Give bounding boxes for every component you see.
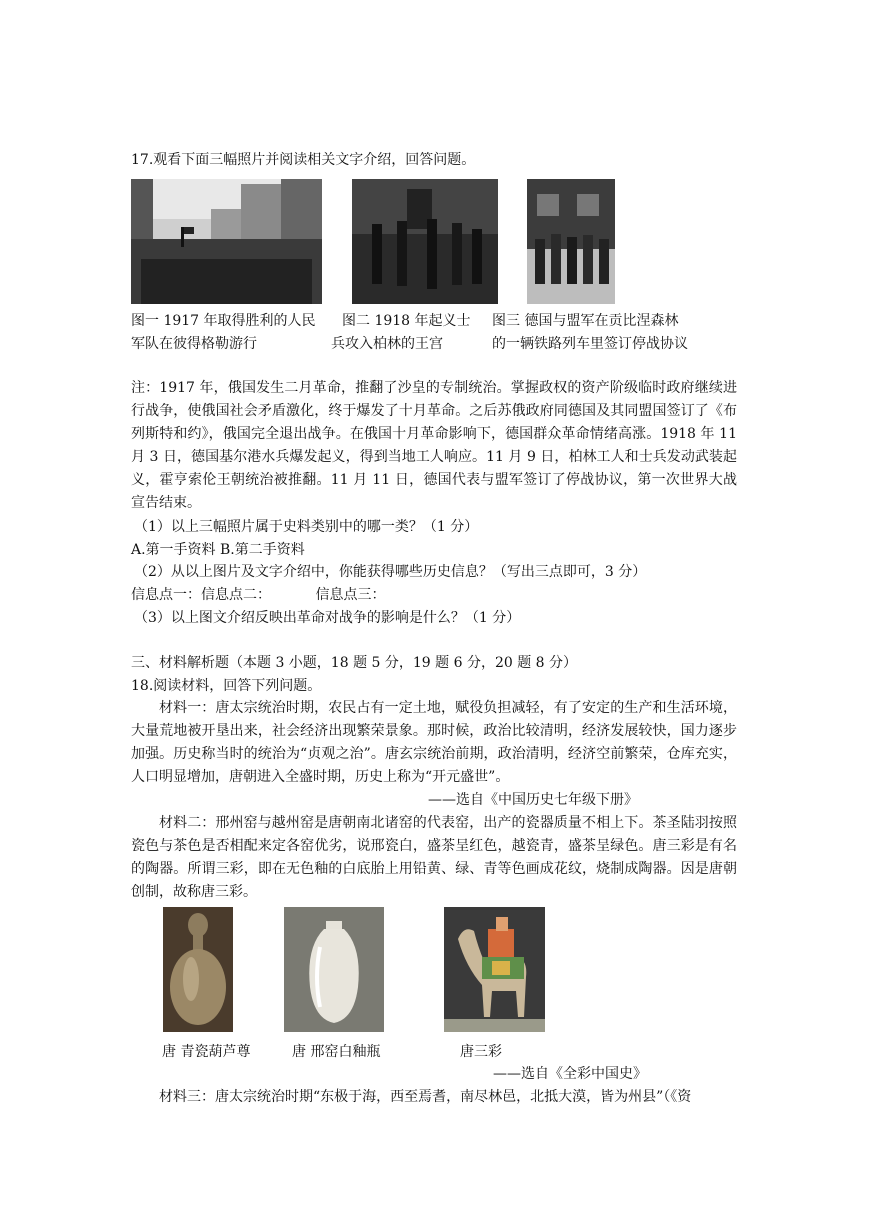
photo-berlin-soldiers xyxy=(352,179,498,304)
q17-title: 17.观看下面三幅照片并阅读相关文字介绍，回答问题。 xyxy=(131,152,476,168)
photo-celadon-gourd-vessel xyxy=(131,907,262,1032)
q18-source1: ——选自《中国历史七年级下册》 xyxy=(428,792,638,808)
photo-caption-1-line2: 军队在彼得格勒游行 xyxy=(131,336,257,352)
photo-tang-sancai xyxy=(444,907,545,1032)
q18-material1: 材料一：唐太宗统治时期，农民占有一定土地，赋役负担减轻，有了安定的生产和生活环境，大量荒地被开垦出来，社会经济出现繁荣景象。那时候，政治比较清明，经济发展较快，国力逐步加强。历史称当时的统治为“贞观之治”。唐玄宗统治前期，政治清明，经济空前繁荣，仓库充实，人口明显增加，唐朝进入全盛时期，历史上称为“开元盛世”。 xyxy=(131,700,737,785)
q18-material2: 材料二：邢州窑与越州窑是唐朝南北诸窑的代表窑，出产的瓷器质量不相上下。茶圣陆羽按照瓷色与茶色是否相配来定各窑优劣，说邢瓷白，盛茶呈红色，越瓷青，盛茶呈绿色。唐三彩是有名的陶器。所谓三彩，即在无色釉的白底胎上用铅黄、绿、青等色画成花纹，烧制成陶器。因是唐朝创制，故称唐三彩。 xyxy=(131,815,737,900)
q18-title: 18.阅读材料，回答下列问题。 xyxy=(131,678,322,694)
pottery-caption-1: 唐 青瓷葫芦尊 xyxy=(162,1044,251,1060)
q17-note: 注：1917 年，俄国发生二月革命，推翻了沙皇的专制统治。掌握政权的资产阶级临时政府继续进行战争，使俄国社会矛盾激化，终于爆发了十月革命。之后苏俄政府同德国及其同盟国签订了《布列斯特和约》，俄国完全退出战争。在俄国十月革命影响下，德国群众革命情绪高涨。1918 年 11 月 3 日，德国基尔港水兵爆发起义，得到当地工人响应。11 月 9 日，柏林工人和士兵发动武装起义，霍亨索伦王朝统治被推翻。11 月 11 日，德国代表与盟军签订了停战协议，第一次世界大战宣告结束。 xyxy=(131,380,737,511)
section3-heading: 三、材料解析题（本题 3 小题，18 题 5 分，19 题 6 分，20 题 8 分） xyxy=(131,655,578,671)
q17-sub2: （2）从以上图片及文字介绍中，你能获得哪些历史信息？（写出三点即可，3 分） xyxy=(134,564,647,580)
q17-sub1: （1）以上三幅照片属于史料类别中的哪一类？（1 分） xyxy=(134,519,479,535)
pottery-caption-2: 唐 邢窑白釉瓶 xyxy=(292,1044,381,1060)
q17-info-points: 信息点一：信息点二： 信息点三： xyxy=(131,587,386,603)
q17-sub3: （3）以上图文介绍反映出革命对战争的影响是什么？（1 分） xyxy=(134,610,521,626)
photo-armistice-train xyxy=(527,179,615,304)
photo-caption-3-line2: 的一辆铁路列车里签订停战协议 xyxy=(492,336,688,352)
photo-caption-2-line2: 兵攻入柏林的王宫 xyxy=(331,336,443,352)
q17-options: A.第一手资料 B.第二手资料 xyxy=(131,542,305,558)
photo-caption-1-line1: 图一 1917 年取得胜利的人民 xyxy=(131,313,316,329)
pottery-caption-3: 唐三彩 xyxy=(460,1044,502,1060)
photo-caption-3-line1: 图三 德国与盟军在贡比涅森林 xyxy=(492,313,679,329)
photo-caption-2-line1: 图二 1918 年起义士 xyxy=(342,313,471,329)
photo-petrograd-parade xyxy=(131,179,322,304)
photo-xing-white-vase xyxy=(284,907,384,1032)
q18-source2: ——选自《全彩中国史》 xyxy=(493,1066,647,1082)
q18-material3: 材料三：唐太宗统治时期“东极于海，西至焉耆，南尽林邑，北抵大漠，皆为州县”（《资 xyxy=(159,1089,692,1105)
